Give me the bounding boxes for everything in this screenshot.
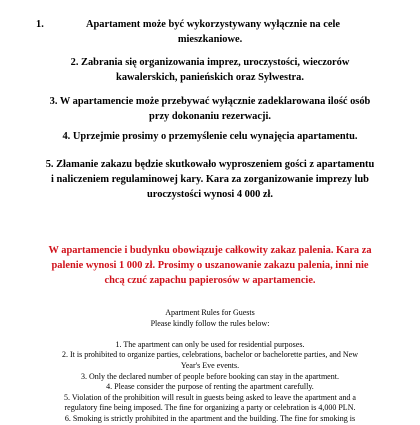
- rule-4-line-1: 4. Uprzejmie prosimy o przemyślenie celu wynajęcia apartamentu.: [62, 131, 358, 142]
- english-rule-line: 3. Only the declared number of people before booking can stay in the apartment.: [81, 371, 339, 381]
- spacer: [0, 329, 420, 340]
- rule-2-line-1: 2. Zabrania się organizowania imprez, uroczystości, wieczorów: [70, 57, 350, 68]
- smoking-notice-line-3: chcą czuć zapachu papierosów w apartamencie.: [104, 275, 316, 287]
- english-rules-title: Apartment Rules for Guests: [165, 308, 255, 317]
- english-rule-line: Year's Eve events.: [180, 360, 240, 370]
- rule-4: [0, 129, 420, 144]
- rule-5-line-3: uroczystości wynosi 4 000 zł.: [147, 189, 273, 200]
- rule-3: [0, 94, 420, 124]
- rule-5-line-2: i naliczeniem regulaminowej kary. Kara za zorganizowanie imprezy lub: [51, 174, 369, 185]
- rule-3-line-1: 3. W apartamencie może przebywać wyłącznie zadeklarowana ilość osób: [49, 96, 371, 107]
- rule-3-line-2: przy dokonaniu rezerwacji.: [149, 111, 271, 122]
- english-rule-line: 5. Violation of the prohibition will result in guests being asked to leave the apartment and a: [64, 392, 356, 402]
- english-rule-line: 6. Smoking is strictly prohibited in the apartment and the building. The fine for smoking is: [64, 413, 356, 423]
- smoking-notice-line-1: W apartamencie i budynku obowiązuje całkowity zakaz palenia. Kara za: [48, 245, 372, 257]
- english-rule-line: 1. The apartment can only be used for residential purposes.: [115, 339, 305, 349]
- rule-1-number: 1.: [36, 19, 44, 30]
- english-rules: [0, 308, 420, 425]
- rule-5-line-1: 5. Złamanie zakazu będzie skutkowało wyproszeniem gości z apartamentu: [45, 159, 375, 170]
- english-rules-subtitle: Please kindly follow the rules below:: [150, 318, 270, 328]
- smoking-notice-line-2: palenie wynosi 1 000 zł. Prosimy o uszanowanie zakazu palenia, inni nie: [51, 260, 369, 272]
- smoking-notice: [0, 243, 420, 288]
- rule-2: [0, 55, 420, 85]
- rule-5: [0, 157, 420, 202]
- rule-1-line-1: Apartament może być wykorzystywany wyłącznie na cele: [86, 19, 340, 30]
- english-rule-line: regulatory fine being imposed. The fine for organizing a party or celebration is 4,000 PLN.: [64, 403, 356, 413]
- rule-2-line-2: kawalerskich, panieńskich oraz Sylwestra.: [116, 72, 304, 83]
- rule-1-line-2: mieszkaniowe.: [177, 34, 243, 45]
- english-rule-line: 2. It is prohibited to organize parties, celebrations, bachelor or bachelorette parties, and New: [62, 350, 358, 360]
- english-rule-line: 4. Please consider the purpose of renting the apartment carefully.: [106, 382, 314, 392]
